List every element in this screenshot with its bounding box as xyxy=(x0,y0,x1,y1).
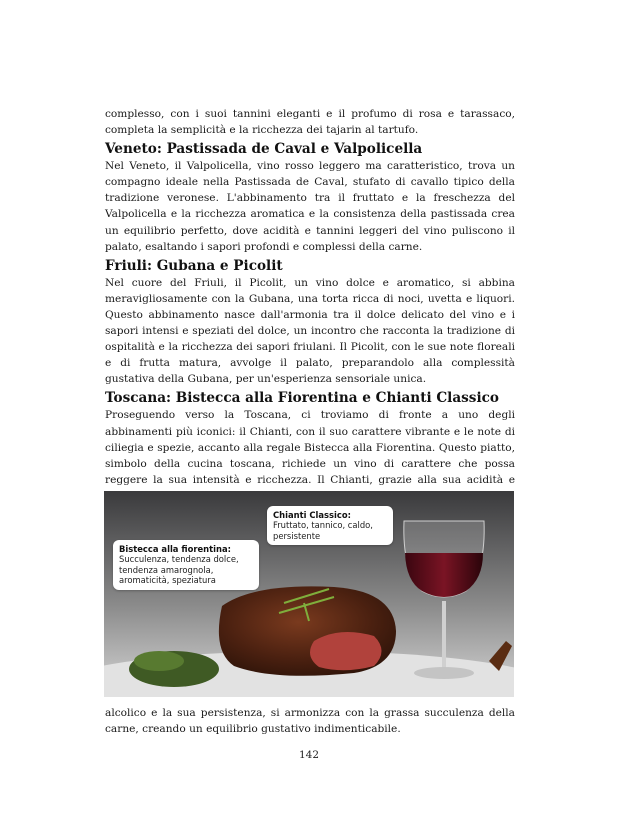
wine-bubble-text: Fruttato, tannico, caldo, persistente xyxy=(273,520,373,541)
heading-veneto: Veneto: Pastissada de Caval e Valpolicella xyxy=(105,141,423,158)
steak-and-wine-photo xyxy=(104,491,514,697)
paragraph-intro: complesso, con i suoi tannini eleganti e il profumo di rosa e tarassaco, completa la semplicità e la ricchezza dei tajarin al tartufo. xyxy=(105,108,515,137)
paragraph-veneto: Nel Veneto, il Valpolicella, vino rosso leggero ma caratteristico, trova un compagno ideale nella Pastissada de Caval, stufato di cavallo tipico della tradizione veronese. L'abbinamento tra il fruttato e la freschezza del Valpolicella e la ricchezza aromatica e la consistenza della pastissada crea un equilibrio perfetto, dove acidità e tannini leggeri del vino puliscono il palato, esaltando i sapori profondi e complessi della carne. xyxy=(105,160,515,253)
heading-friuli: Friuli: Gubana e Picolit xyxy=(105,257,283,274)
paragraph-toscana: Proseguendo verso la Toscana, ci troviamo di fronte a uno degli abbinamenti più iconici: il Chianti, con il suo carattere vibrante e le note di ciliegia e spezie, accanto alla regale Bistecca alla Fiorentina. Questo piatto, simbolo della cucina toscana, richiede un vino di carattere che possa reggere la sua intensità e ricchezza. Il Chianti, grazie alla sua acidità e xyxy=(105,409,515,486)
text-column-top xyxy=(105,106,515,504)
paragraph-conclusion: alcolico e la sua persistenza, si armonizza con la grassa succulenza della carne, creando un equilibrio gustativo indimenticabile. xyxy=(105,707,515,736)
paragraph-friuli: Nel cuore del Friuli, il Picolit, un vino dolce e aromatico, si abbina meravigliosamente con la Gubana, una torta ricca di noci, uvetta e liquori. Questo abbinamento nasce dall'armonia tra il dolce delicato del vino e i sapori intensi e speziati del dolce, un incontro che racconta la tradizione di ospitalità e la ricchezza dei sapori friulani. Il Picolit, con le sue note floreali e di frutta matura, avvolge il palato, preparandolo alla complessità gustativa della Gubana, per un'esperienza sensoriale unica. xyxy=(105,276,515,386)
steak-bubble-text: Succulenza, tendenza dolce, tendenza amarognola, aromaticità, speziatura xyxy=(119,554,239,586)
heading-toscana: Toscana: Bistecca alla Fiorentina e Chianti Classico xyxy=(105,390,499,407)
steak-bubble-title: Bistecca alla fiorentina: xyxy=(119,544,231,554)
wine-tasting-bubble xyxy=(267,506,393,545)
steak-tasting-bubble xyxy=(113,540,259,590)
text-column-bottom xyxy=(105,705,515,737)
wine-bubble-title: Chianti Classico: xyxy=(273,510,351,520)
page-number: 142 xyxy=(298,749,320,761)
